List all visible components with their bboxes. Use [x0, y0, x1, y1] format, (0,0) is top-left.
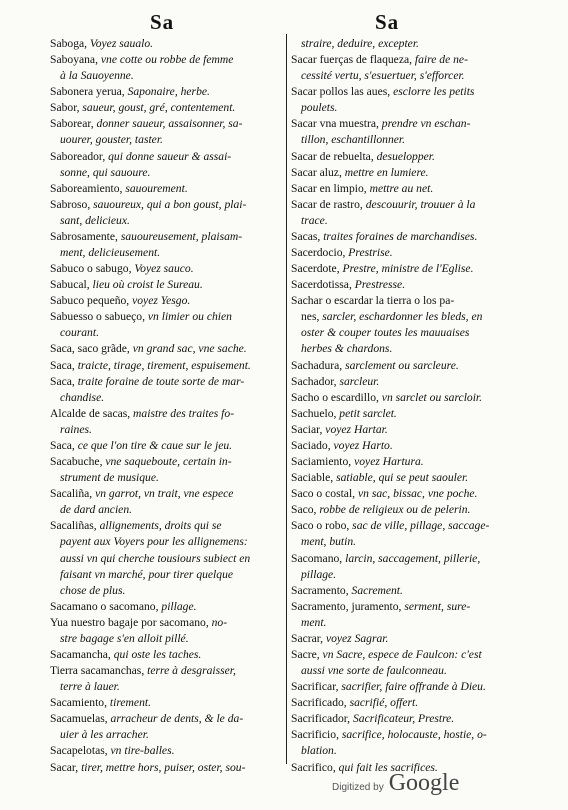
definition: voyez Hartar. — [322, 422, 388, 436]
dictionary-line — [50, 599, 282, 615]
dictionary-line — [50, 68, 282, 84]
definition: allignements, droits qui se — [96, 519, 222, 533]
dictionary-line — [50, 711, 282, 727]
definition: saueur, goust, gré, contentement. — [79, 101, 236, 115]
definition: vn Sacre, espece de Faulcon: c'est — [319, 647, 482, 661]
headword: Sacerdote, — [291, 262, 340, 276]
dictionary-line — [291, 277, 531, 293]
dictionary-line — [50, 663, 282, 679]
headword: Alcalde de sacas, — [50, 406, 131, 420]
running-head-left: Sa — [150, 10, 175, 34]
definition: herbes & chardons. — [301, 342, 393, 356]
dictionary-line — [291, 245, 531, 261]
headword: Sabucal, — [50, 278, 90, 292]
definition: vn sarclet ou sarcloir. — [378, 390, 483, 404]
definition: satiable, qui se peut saouler. — [333, 471, 469, 485]
headword: Sacaliña, — [50, 487, 93, 501]
headword: Saco o robo, — [291, 519, 350, 533]
dictionary-line — [291, 679, 531, 695]
headword: Sabuco o sabugo, — [50, 262, 132, 276]
definition: traicte, tirage, tirement, espuisement. — [74, 358, 251, 372]
headword: Sacrificar, — [291, 680, 339, 694]
definition: mettre en lumiere. — [341, 165, 429, 179]
headword: Sacrar, — [291, 631, 324, 645]
definition: vn sac, bissac, vne poche. — [355, 487, 478, 501]
dictionary-line — [291, 631, 531, 647]
headword: Sacamiento, — [50, 696, 107, 710]
definition: sarcleur. — [336, 374, 380, 388]
definition: oster & couper toutes les mauuaises — [301, 326, 470, 340]
definition: voyez Sagrar. — [323, 631, 389, 645]
dictionary-line — [291, 663, 531, 679]
dictionary-line — [50, 149, 282, 165]
headword: Sacar, — [50, 760, 79, 774]
definition: sacrifier, faire offrande à Dieu. — [338, 680, 486, 694]
definition: petit sarclet. — [336, 406, 397, 420]
definition: chandise. — [60, 390, 105, 404]
definition: cessité vertu, s'esuertuer, s'efforcer. — [301, 69, 465, 83]
dictionary-line — [50, 358, 282, 374]
dictionary-line — [291, 100, 531, 116]
right-column — [291, 36, 531, 776]
dictionary-line — [50, 132, 282, 148]
dictionary-line — [50, 325, 282, 341]
definition: ce que l'on tire & caue sur le jeu. — [74, 438, 233, 452]
dictionary-line — [291, 374, 531, 390]
dictionary-line — [50, 518, 282, 534]
dictionary-line — [291, 36, 531, 52]
headword: Sacho o escardillo, — [291, 390, 379, 404]
dictionary-line — [50, 470, 282, 486]
dictionary-line — [291, 390, 531, 406]
headword: Sacamuelas, — [50, 712, 108, 726]
dictionary-line — [291, 438, 531, 454]
definition: Saponaire, herbe. — [124, 85, 210, 99]
dictionary-line — [50, 390, 282, 406]
dictionary-line — [50, 551, 282, 567]
headword: Sachar o escardar la tierra o los pa- — [291, 294, 455, 308]
dictionary-line — [50, 36, 282, 52]
dictionary-line — [50, 743, 282, 759]
dictionary-line — [50, 374, 282, 390]
definition: sant, delicieux. — [60, 213, 130, 227]
dictionary-line — [291, 68, 531, 84]
dictionary-line — [291, 454, 531, 470]
headword: Saciamiento, — [291, 455, 352, 469]
dictionary-line — [291, 727, 531, 743]
dictionary-line — [291, 213, 531, 229]
definition: sarclement ou sarcleure. — [342, 358, 459, 372]
dictionary-line — [291, 647, 531, 663]
dictionary-line — [50, 52, 282, 68]
definition: sarcler, eschardonner les bleds, en — [319, 310, 483, 324]
definition: esclorre les petits — [390, 85, 475, 99]
dictionary-line — [50, 229, 282, 245]
headword: Saco, — [291, 503, 317, 517]
headword: Saco o costal, — [291, 487, 356, 501]
running-head-right: Sa — [375, 10, 400, 34]
definition: mettre au net. — [366, 181, 434, 195]
dictionary-line — [291, 149, 531, 165]
dictionary-line — [291, 711, 531, 727]
headword: Saca, — [50, 438, 75, 452]
headword: Saciar, — [291, 422, 323, 436]
definition: prendre vn eschan- — [378, 117, 471, 131]
definition: trace. — [301, 213, 328, 227]
dictionary-line — [50, 84, 282, 100]
headword: Sacapelotas, — [50, 744, 108, 758]
definition: voyez Yesgo. — [129, 294, 191, 308]
dictionary-line — [50, 679, 282, 695]
headword: Sacar en limpio, — [291, 181, 367, 195]
headword: Sacabuche, — [50, 455, 103, 469]
dictionary-line — [291, 197, 531, 213]
headword: Sacar vna muestra, — [291, 117, 379, 131]
definition: vn tire-balles. — [107, 744, 175, 758]
headword: Sabrosamente, — [50, 229, 118, 243]
definition: larcin, saccagement, pillerie, — [342, 551, 481, 565]
definition: à la Sauoyenne. — [60, 69, 134, 83]
headword: Sacamano o sacomano, — [50, 599, 159, 613]
dictionary-line — [50, 454, 282, 470]
definition: Sacrement. — [348, 583, 403, 597]
definition: terre à lauer. — [60, 680, 120, 694]
headword: Sacamancha, — [50, 647, 111, 661]
dictionary-line — [50, 181, 282, 197]
definition: tirer, mettre hors, puiser, oster, sou- — [78, 760, 246, 774]
headword: Saciable, — [291, 471, 334, 485]
dictionary-line — [291, 165, 531, 181]
definition: ment, butin. — [301, 535, 357, 549]
headword: Sabor, — [50, 101, 80, 115]
definition: Prestresse. — [351, 278, 406, 292]
definition: ment, delicieusement. — [60, 246, 161, 260]
dictionary-line — [50, 406, 282, 422]
digitization-footer — [332, 770, 459, 800]
headword: Saca, — [50, 374, 75, 388]
definition: serment, sure- — [401, 599, 471, 613]
definition: desuelopper. — [373, 149, 435, 163]
definition: strument de musique. — [60, 471, 159, 485]
definition: traites foraines de marchandises. — [320, 229, 478, 243]
definition: voyez Hartura. — [351, 455, 424, 469]
dictionary-line — [50, 631, 282, 647]
dictionary-line — [50, 422, 282, 438]
definition: chose de plus. — [60, 583, 126, 597]
dictionary-line — [291, 406, 531, 422]
dictionary-line — [291, 325, 531, 341]
dictionary-line — [291, 52, 531, 68]
headword: Sacramento, juramento, — [291, 599, 402, 613]
definition: uier à les arracher. — [60, 728, 149, 742]
headword: Sacar fuerças de flaqueza, — [291, 53, 413, 67]
headword: Sacaliñas, — [50, 519, 97, 533]
dictionary-line — [291, 502, 531, 518]
dictionary-line — [50, 213, 282, 229]
dictionary-line — [50, 100, 282, 116]
headword: Saboyana, — [50, 53, 98, 67]
definition: Prestrise. — [345, 246, 393, 260]
dictionary-line — [291, 518, 531, 534]
definition: courant. — [60, 326, 99, 340]
dictionary-line — [291, 116, 531, 132]
headword: Saca, — [50, 358, 75, 372]
dictionary-line — [291, 486, 531, 502]
headword: Sachuelo, — [291, 406, 337, 420]
left-column — [50, 36, 282, 776]
dictionary-line — [291, 293, 531, 309]
definition: vn limier ou chien — [145, 310, 232, 324]
definition: sonne, qui sauoure. — [60, 165, 151, 179]
dictionary-line — [291, 599, 531, 615]
definition: qui donne saueur & assai- — [105, 149, 232, 163]
definition: donner saueur, assaisonner, sa- — [93, 117, 243, 131]
definition: vne cotte ou robbe de femme — [97, 53, 234, 67]
dictionary-line — [50, 583, 282, 599]
dictionary-line — [50, 293, 282, 309]
definition: blation. — [301, 744, 337, 758]
dictionary-line — [291, 534, 531, 550]
dictionary-line — [291, 341, 531, 357]
dictionary-line — [50, 695, 282, 711]
definition: Voyez sauco. — [131, 262, 194, 276]
definition: uourer, gouster, taster. — [60, 133, 163, 147]
definition: ment. — [301, 615, 327, 629]
definition: vn grand sac, vne sache. — [129, 342, 247, 356]
dictionary-line — [50, 486, 282, 502]
headword: Saboreamiento, — [50, 181, 123, 195]
definition: qui oste les taches. — [110, 647, 202, 661]
definition: lieu où croist le Sureau. — [89, 278, 203, 292]
headword: Sacrificado, — [291, 696, 347, 710]
dictionary-line — [291, 422, 531, 438]
definition: payent aux Voyers pour les allignemens: — [60, 535, 248, 549]
definition: tirement. — [106, 696, 151, 710]
dictionary-line — [50, 534, 282, 550]
headword: Sacrificio, — [291, 728, 339, 742]
dictionary-line — [50, 116, 282, 132]
dictionary-line — [291, 84, 531, 100]
dictionary-line — [50, 502, 282, 518]
headword: Sachador, — [291, 374, 337, 388]
definition: sauoureusement, plaisam- — [117, 229, 243, 243]
definition: vne saqueboute, certain in- — [102, 455, 232, 469]
dictionary-line — [50, 245, 282, 261]
definition: Sacrificateur, Prestre. — [350, 712, 455, 726]
dictionary-line — [50, 341, 282, 357]
definition: descouurir, trouuer à la — [362, 197, 476, 211]
dictionary-line — [291, 229, 531, 245]
headword: Sabuco pequeño, — [50, 294, 130, 308]
dictionary-line — [50, 277, 282, 293]
column-divider — [286, 34, 287, 764]
headword: Sacar de rastro, — [291, 197, 363, 211]
headword: Sabuesso o sabueço, — [50, 310, 145, 324]
headword: Saborear, — [50, 117, 94, 131]
definition: sacrifié, offert. — [346, 696, 419, 710]
definition: aussi vne sorte de faulconneau. — [301, 664, 447, 678]
definition: traite foraine de toute sorte de mar- — [74, 374, 245, 388]
definition: poulets. — [301, 101, 338, 115]
definition: sacrifice, holocauste, hostie, o- — [338, 728, 487, 742]
dictionary-line — [291, 309, 531, 325]
dictionary-line — [291, 470, 531, 486]
dictionary-line — [291, 551, 531, 567]
headword: Saboga, — [50, 37, 88, 50]
dictionary-line — [50, 197, 282, 213]
headword: Sacerdotissa, — [291, 278, 352, 292]
headword: Sacerdocio, — [291, 246, 346, 260]
headword: Saboreador, — [50, 149, 106, 163]
definition: robbe de religieux ou de pelerin. — [316, 503, 471, 517]
headword: Saciado, — [291, 438, 331, 452]
definition: maistre des traites fo- — [130, 406, 235, 420]
dictionary-line — [50, 261, 282, 277]
definition: faire de ne- — [412, 53, 468, 67]
headword: Sacar de rebuelta, — [291, 149, 374, 163]
headword: Sabroso, — [50, 197, 91, 211]
definition: qui fait les sacrifices. — [335, 760, 438, 774]
definition: de dard ancien. — [60, 503, 133, 517]
definition: Prestre, ministre de l'Eglise. — [339, 262, 474, 276]
definition: stre bagage s'en alloit pillé. — [60, 631, 189, 645]
dictionary-line — [50, 438, 282, 454]
definition: terre à desgraisser, — [144, 664, 236, 678]
dictionary-line — [291, 132, 531, 148]
headword: Sacramento, — [291, 583, 349, 597]
dictionary-line — [50, 309, 282, 325]
headword: Sacre, — [291, 647, 320, 661]
dictionary-line — [291, 567, 531, 583]
dictionary-line — [291, 358, 531, 374]
dictionary-line — [50, 615, 282, 631]
headword: Sabonera yerua, — [50, 85, 125, 99]
headword: Yua nuestro bagaje por sacomano, — [50, 615, 209, 629]
headword: Sacar pollos las aues, — [291, 85, 391, 99]
headword: Sachadura, — [291, 358, 343, 372]
headword: Sacomano, — [291, 551, 343, 565]
dictionary-line — [50, 647, 282, 663]
headword: Sacrifico, — [291, 760, 336, 774]
headword: Sacas, — [291, 229, 321, 243]
definition: vn garrot, vn trait, vne espece — [92, 487, 234, 501]
dictionary-line — [291, 615, 531, 631]
definition: voyez Harto. — [330, 438, 393, 452]
definition: Voyez saualo. — [87, 37, 154, 50]
dictionary-line — [291, 695, 531, 711]
dictionary-line — [291, 583, 531, 599]
dictionary-line — [291, 261, 531, 277]
dictionary-line — [291, 743, 531, 759]
dictionary-line — [50, 165, 282, 181]
definition: pillage. — [301, 567, 337, 581]
definition: no- — [208, 615, 228, 629]
definition: faisant vn marché, pour tirer quelque — [60, 567, 234, 581]
google-logo: Google — [388, 770, 460, 796]
definition: sauourement. — [122, 181, 188, 195]
definition: sac de ville, pillage, saccage- — [349, 519, 490, 533]
definition: aussi vn qui cherche tousiours subiect en — [60, 551, 251, 565]
headword: Sacrificador, — [291, 712, 351, 726]
definition: sauoureux, qui a bon goust, plai- — [90, 197, 247, 211]
dictionary-line — [50, 567, 282, 583]
definition: raines. — [60, 422, 92, 436]
definition: straire, deduire, excepter. — [301, 37, 419, 50]
headword: Saca, saco grãde, — [50, 342, 130, 356]
definition: tillon, eschantillonner. — [301, 133, 406, 147]
dictionary-line — [50, 760, 282, 776]
dictionary-line — [291, 181, 531, 197]
dictionary-line — [50, 727, 282, 743]
headword: nes, — [301, 310, 320, 324]
definition: arracheur de dents, & le da- — [107, 712, 244, 726]
digitized-by-text: Digitized by — [332, 782, 384, 793]
definition: pillage. — [158, 599, 197, 613]
headword: Sacar aluz, — [291, 165, 342, 179]
headword: Tierra sacamanchas, — [50, 664, 145, 678]
